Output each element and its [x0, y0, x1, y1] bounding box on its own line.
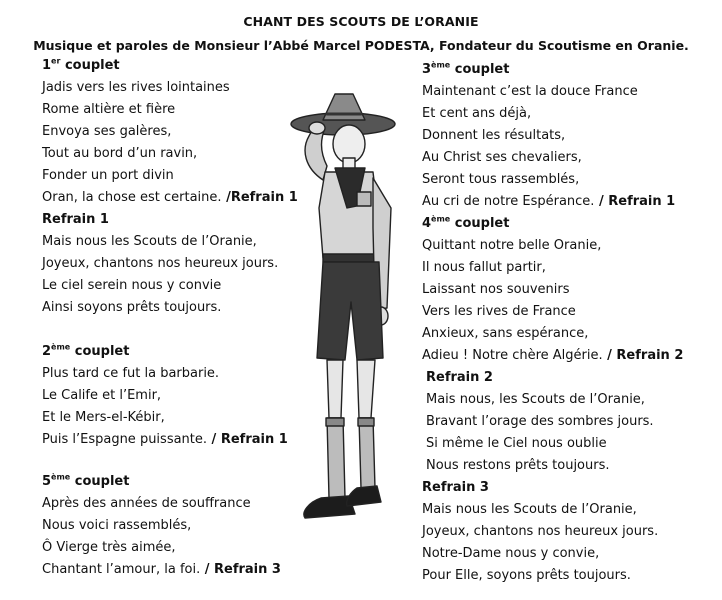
lyric-line: Mais nous, les Scouts de l’Oranie, [426, 392, 645, 407]
lyric-line: Et le Mers-el-Kébir, [42, 410, 165, 425]
lyric-line: Mais nous les Scouts de l’Oranie, [42, 234, 257, 249]
lyric-line: Après des années de souffrance [42, 496, 251, 511]
refrain-2-heading: Refrain 2 [426, 370, 493, 385]
lyric-line: Vers les rives de France [422, 304, 576, 319]
lyric-line: Anxieux, sans espérance, [422, 326, 589, 341]
couplet-2-heading: 2ème couplet [42, 342, 130, 359]
lyric-line-last: Adieu ! Notre chère Algérie. / Refrain 2 [422, 348, 684, 363]
lyric-line: Et cent ans déjà, [422, 106, 532, 121]
refrain-reference: / Refrain 1 [207, 432, 288, 447]
lyric-line: Quittant notre belle Oranie, [422, 238, 602, 253]
lyric-line: Joyeux, chantons nos heureux jours. [422, 524, 659, 539]
lyric-line: Plus tard ce fut la barbarie. [42, 366, 220, 381]
lyric-line-last: Au cri de notre Espérance. / Refrain 1 [422, 194, 676, 209]
lyric-line: Seront tous rassemblés, [422, 172, 580, 187]
lyric-line: Tout au bord d’un ravin, [42, 146, 198, 161]
refrain-reference: /Refrain 1 [221, 190, 298, 205]
refrain-3 [422, 477, 658, 587]
lyric-line-last: Oran, la chose est certaine. /Refrain 1 [42, 190, 298, 205]
lyric-line: Mais nous les Scouts de l’Oranie, [422, 502, 637, 517]
refrain-reference: / Refrain 3 [200, 562, 281, 577]
scout-illustration [265, 88, 415, 536]
lyric-line: Envoya ses galères, [42, 124, 172, 139]
couplet-1-heading: 1er couplet [42, 56, 120, 73]
lyric-line-last: Chantant l’amour, la foi. / Refrain 3 [42, 562, 281, 577]
song-subtitle: Musique et paroles de Monsieur l’Abbé Marcel PODESTA, Fondateur du Scoutisme en Oranie. [33, 38, 689, 53]
lyric-line: Joyeux, chantons nos heureux jours. [42, 256, 279, 271]
lyric-line: Rome altière et fière [42, 102, 176, 117]
couplet-3-heading: 3ème couplet [422, 60, 510, 77]
refrain-reference: / Refrain 1 [594, 194, 676, 209]
lyric-line: Bravant l’orage des sombres jours. [426, 414, 654, 429]
lyric-line: Il nous fallut partir, [422, 260, 546, 275]
lyric-line: Ainsi soyons prêts toujours. [42, 300, 222, 315]
refrain-reference: / Refrain 2 [602, 348, 684, 363]
refrain-1 [42, 209, 278, 319]
lyric-line: Au Christ ses chevaliers, [422, 150, 582, 165]
lyric-line: Nous restons prêts toujours. [426, 458, 610, 473]
couplet-4-heading: 4ème couplet [422, 214, 510, 231]
couplet-5-heading: 5ème couplet [42, 472, 130, 489]
lyric-line: Pour Elle, soyons prêts toujours. [422, 568, 631, 583]
couplet-1 [42, 55, 298, 209]
lyric-line: Le ciel serein nous y convie [42, 278, 222, 293]
lyric-line: Maintenant c’est la douce France [422, 84, 638, 99]
couplet-2 [42, 341, 288, 451]
couplet-4 [422, 213, 683, 367]
lyric-line: Laissant nos souvenirs [422, 282, 570, 297]
lyric-line: Fonder un port divin [42, 168, 174, 183]
lyric-line: Le Calife et l’Emir, [42, 388, 162, 403]
lyric-line: Nous voici rassemblés, [42, 518, 192, 533]
couplet-3 [422, 59, 675, 213]
lyric-line: Donnent les résultats, [422, 128, 566, 143]
refrain-1-heading: Refrain 1 [42, 212, 109, 227]
song-title: CHANT DES SCOUTS DE L’ORANIE [243, 14, 479, 29]
couplet-5 [42, 471, 281, 581]
lyric-line-last: Puis l’Espagne puissante. / Refrain 1 [42, 432, 288, 447]
refrain-2 [426, 367, 654, 477]
refrain-3-heading: Refrain 3 [422, 480, 489, 495]
lyric-line: Jadis vers les rives lointaines [42, 80, 230, 95]
lyric-line: Ô Vierge très aimée, [42, 540, 176, 555]
lyric-line: Si même le Ciel nous oublie [426, 436, 607, 451]
lyric-line: Notre-Dame nous y convie, [422, 546, 600, 561]
